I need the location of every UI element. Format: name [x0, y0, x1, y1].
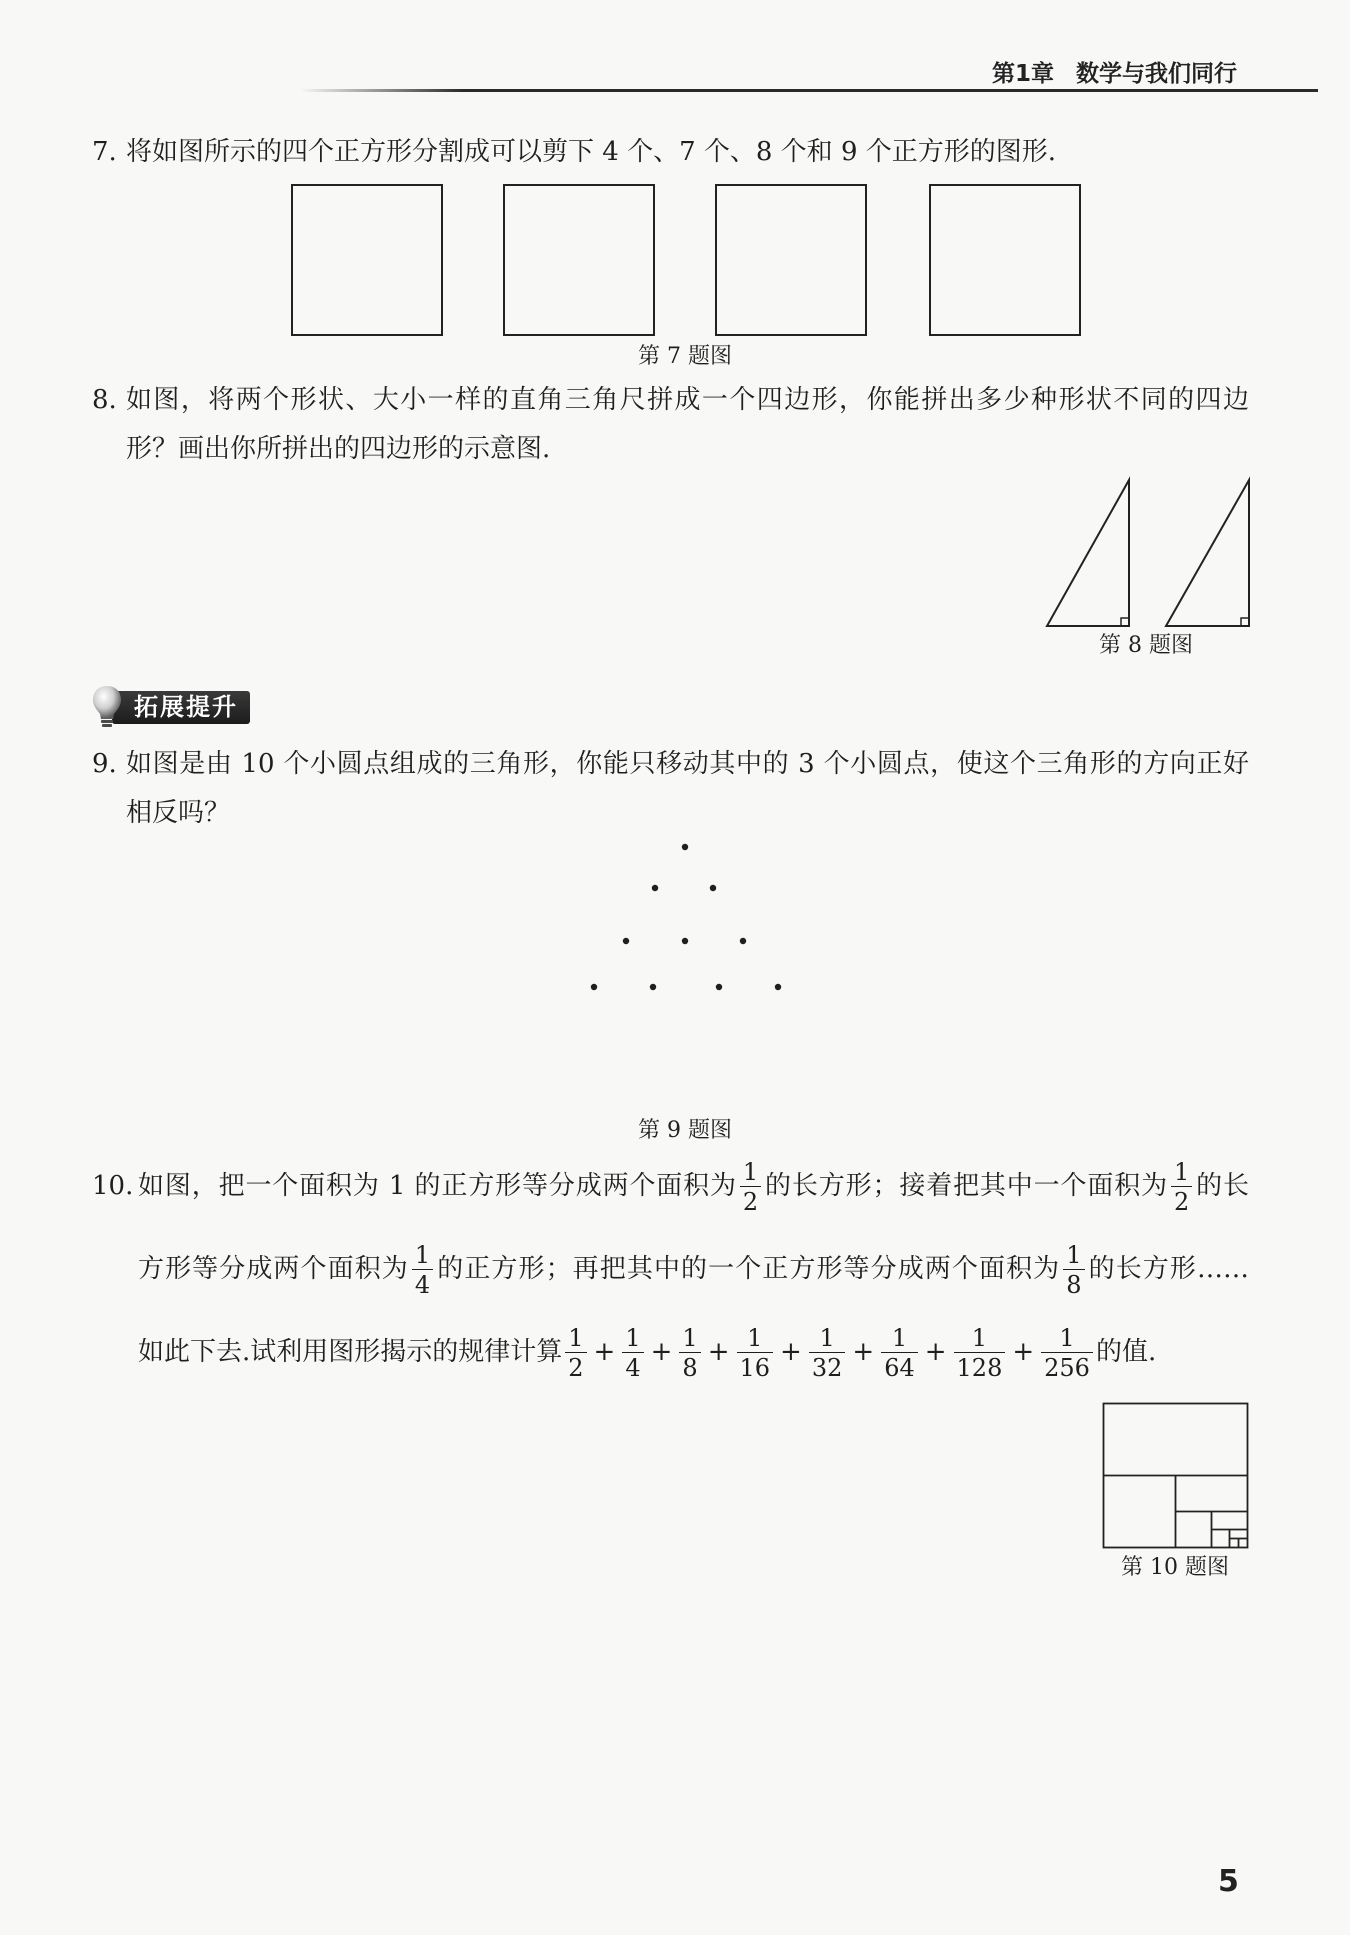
figure-caption-9: 第 9 题图: [638, 1118, 732, 1143]
text-segment: 的长方形……: [1087, 1254, 1249, 1284]
lightbulb-icon: [90, 684, 124, 730]
fraction-numerator: 1: [954, 1326, 1006, 1353]
text-segment: 方形等分成两个面积为: [138, 1254, 409, 1284]
fraction-denominator: 4: [625, 1354, 641, 1382]
question-10-line-2: [138, 1237, 1249, 1301]
fraction: [1041, 1326, 1093, 1380]
section-title: 拓展提升: [134, 693, 238, 721]
plus-operator: +: [924, 1337, 947, 1367]
fraction: [881, 1326, 918, 1380]
dot: [682, 938, 688, 944]
chapter-title: 数学与我们同行: [1076, 61, 1238, 87]
fraction: [565, 1326, 586, 1380]
fraction-denominator: 2: [568, 1354, 584, 1382]
right-triangle: [1166, 480, 1249, 626]
question-number-8: 8.: [92, 385, 117, 415]
text-segment: 的值.: [1095, 1337, 1157, 1367]
dot-triangle-figure: [580, 830, 795, 1005]
figure-caption-8: 第 8 题图: [1099, 633, 1193, 658]
chapter-number: 第1章: [992, 61, 1055, 87]
question-number-9: 9.: [92, 749, 117, 779]
fraction-numerator: 1: [881, 1326, 918, 1353]
fraction: [737, 1326, 774, 1380]
plus-operator: +: [780, 1337, 802, 1367]
fraction-numerator: 1: [622, 1326, 643, 1353]
fraction: [1171, 1160, 1192, 1214]
fraction: [954, 1326, 1006, 1380]
fraction-numerator: 1: [740, 1160, 761, 1187]
fraction-numerator: 1: [565, 1326, 586, 1353]
fraction: [679, 1326, 700, 1380]
fraction: [740, 1160, 761, 1214]
dot: [716, 984, 722, 990]
square-subdivision-figure: [1102, 1402, 1250, 1550]
square-figure: [715, 184, 867, 336]
fraction-denominator: 32: [811, 1354, 843, 1382]
fraction-numerator: 1: [1041, 1326, 1093, 1353]
fraction-numerator: 1: [1171, 1160, 1192, 1187]
question-9-line-2: 相反吗？: [126, 798, 231, 828]
plus-operator: +: [650, 1337, 673, 1367]
running-header: [992, 57, 1237, 91]
fraction-numerator: 1: [1063, 1243, 1084, 1270]
page-number: 5: [1218, 1864, 1239, 1899]
question-10-line-1: [138, 1154, 1249, 1218]
square-figure: [291, 184, 443, 336]
dot: [682, 844, 688, 850]
question-8-line-1: 如图，将两个形状、大小一样的直角三角尺拼成一个四边形，你能拼出多少种形状不同的四边: [126, 385, 1249, 415]
fraction: [412, 1243, 433, 1297]
fraction-denominator: 128: [956, 1354, 1003, 1382]
plus-operator: +: [1012, 1337, 1035, 1367]
fraction: [809, 1326, 846, 1380]
fraction-denominator: 8: [682, 1354, 698, 1382]
question-9-line-1: 如图是由 10 个小圆点组成的三角形，你能只移动其中的 3 个小圆点，使这个三角形的方向正好: [126, 749, 1249, 779]
fraction-denominator: 8: [1066, 1271, 1082, 1299]
fraction-denominator: 2: [742, 1188, 759, 1216]
fraction-numerator: 1: [737, 1326, 774, 1353]
dot: [775, 984, 781, 990]
question-number-7: 7.: [92, 137, 117, 167]
dot: [710, 885, 716, 891]
right-angle-mark: [1241, 618, 1249, 626]
right-triangles-figure: [1040, 470, 1260, 635]
fraction-denominator: 16: [739, 1354, 771, 1382]
square-figure: [503, 184, 655, 336]
dot: [650, 984, 656, 990]
question-8-line-2: 形？画出你所拼出的四边形的示意图.: [126, 434, 551, 464]
question-7-text: 将如图所示的四个正方形分割成可以剪下 4 个、7 个、8 个和 9 个正方形的图形.: [126, 137, 1057, 167]
fraction-denominator: 4: [414, 1271, 431, 1299]
dot: [652, 885, 658, 891]
right-triangle: [1047, 480, 1129, 626]
text-segment: 的长方形；接着把其中一个面积为: [764, 1171, 1168, 1201]
text-segment: 如图，把一个面积为 1 的正方形等分成两个面积为: [138, 1171, 737, 1201]
right-angle-mark: [1121, 618, 1129, 626]
fraction-denominator: 2: [1173, 1188, 1190, 1216]
text-segment: 如此下去.试利用图形揭示的规律计算: [138, 1337, 563, 1367]
fraction-numerator: 1: [809, 1326, 846, 1353]
fraction-denominator: 256: [1044, 1354, 1090, 1382]
text-segment: 的长: [1195, 1171, 1249, 1201]
fraction-numerator: 1: [679, 1326, 700, 1353]
dot: [740, 938, 746, 944]
plus-operator: +: [852, 1337, 875, 1367]
question-10-line-3: [138, 1320, 1156, 1384]
text-segment: 的正方形；再把其中的一个正方形等分成两个面积为: [436, 1254, 1061, 1284]
figure-caption-7: 第 7 题图: [638, 344, 732, 369]
fraction: [622, 1326, 643, 1380]
plus-operator: +: [593, 1337, 616, 1367]
fraction-numerator: 1: [412, 1243, 433, 1270]
plus-operator: +: [707, 1337, 730, 1367]
square-figure: [929, 184, 1081, 336]
question-number-10: 10.: [92, 1171, 134, 1201]
dot: [591, 984, 597, 990]
dot: [623, 938, 629, 944]
figure-caption-10: 第 10 题图: [1121, 1555, 1229, 1580]
fraction-denominator: 64: [884, 1354, 915, 1382]
fraction: [1063, 1243, 1084, 1297]
header-rule: [300, 89, 1318, 92]
